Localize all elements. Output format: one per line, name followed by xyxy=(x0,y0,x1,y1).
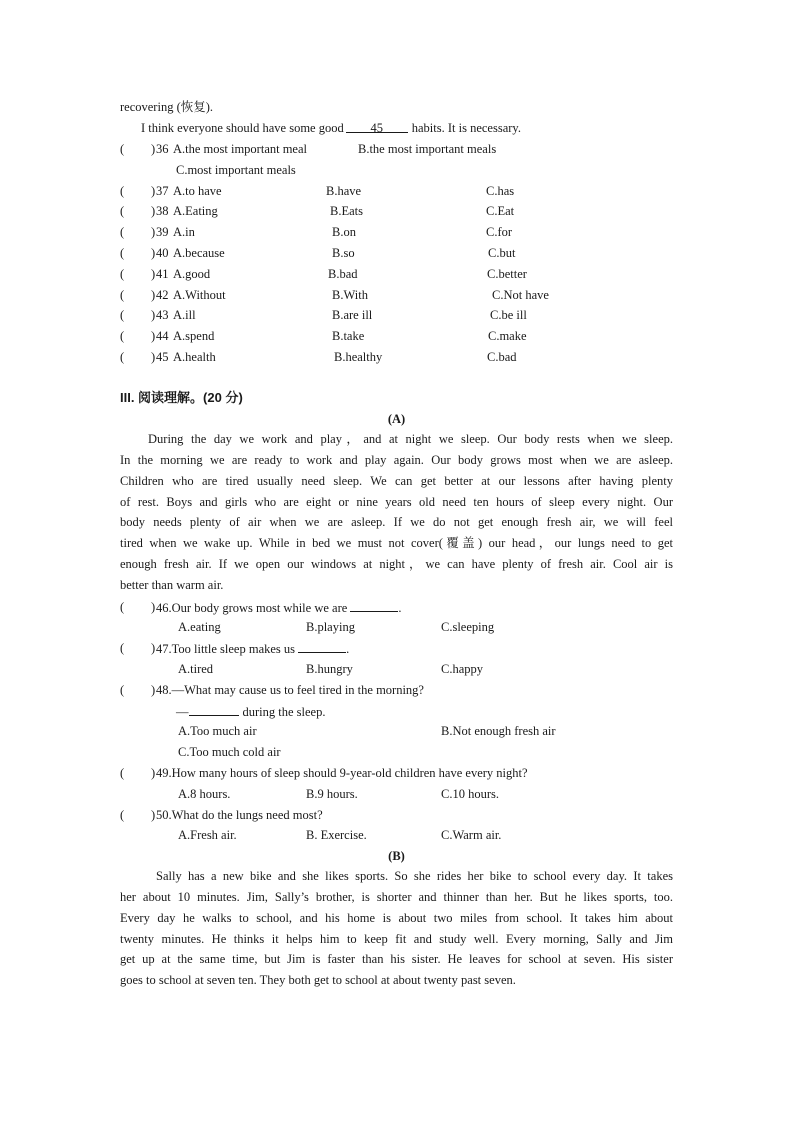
question-number: 50 xyxy=(156,808,169,822)
question-49 xyxy=(0,765,794,781)
question-48-option-c: C.Too much cold air xyxy=(178,745,281,759)
answer-paren-open: ( xyxy=(120,142,125,156)
answer-blank xyxy=(350,599,398,612)
question-stem: 47.Too little sleep makes us . xyxy=(156,642,350,656)
question-number: 44 xyxy=(156,329,169,343)
section-heading: III. 阅读理解。(20 分) xyxy=(120,390,243,405)
answer-paren-open: ( xyxy=(120,246,125,260)
answer-paren-open: ( xyxy=(120,683,125,697)
question-47 xyxy=(0,640,794,656)
question-number: 43 xyxy=(156,308,169,322)
question-48 xyxy=(0,682,794,698)
option-c: C.for xyxy=(486,225,513,239)
question-50 xyxy=(0,807,794,823)
option-b: B.playing xyxy=(306,620,355,634)
question-50-options xyxy=(0,827,794,843)
option-c: C.be ill xyxy=(490,308,527,322)
option-a: A.spend xyxy=(173,329,215,343)
question-48-answer-line xyxy=(176,703,325,719)
question-46 xyxy=(0,599,794,615)
question-text: Too little sleep makes us xyxy=(171,642,296,656)
option-b: B.9 hours. xyxy=(306,787,358,801)
option-a: A.Too much air xyxy=(178,724,257,738)
answer-paren-close: ) xyxy=(151,225,156,239)
question-38 xyxy=(0,203,794,219)
option-b: B.are ill xyxy=(332,308,373,322)
answer-paren-close: ) xyxy=(151,350,156,364)
answer-paren-close: ) xyxy=(151,766,156,780)
question-number: 45 xyxy=(156,350,169,364)
intro-line-2-end: habits. It is necessary. xyxy=(411,121,521,135)
option-b: B.Not enough fresh air xyxy=(441,724,556,738)
passage-b-line-4: twenty minutes. He thinks it helps him to keep fit and study well. Every morning, Sally and Jim xyxy=(120,932,673,946)
answer-paren-open: ( xyxy=(120,204,125,218)
question-number: 40 xyxy=(156,246,169,260)
option-a: A.because xyxy=(173,246,225,260)
answer-blank xyxy=(298,640,346,653)
option-b: B. Exercise. xyxy=(306,828,367,842)
question-number: 48 xyxy=(156,683,169,697)
question-number: 41 xyxy=(156,267,169,281)
passage-a-line-2: In the morning we are ready to work and play again. Our body grows most when we are asleep. xyxy=(120,453,673,467)
question-49-options xyxy=(0,786,794,802)
option-b: B.take xyxy=(332,329,365,343)
question-number: 46 xyxy=(156,601,169,615)
passage-a-line-3: Children who are tired usually need sleep. We can get better at our lessons after having plenty xyxy=(120,474,673,488)
answer-paren-open: ( xyxy=(120,808,125,822)
question-stem: 50.What do the lungs need most? xyxy=(156,808,323,822)
answer-paren-open: ( xyxy=(120,600,125,614)
option-a: A.eating xyxy=(178,620,221,634)
answer-paren-close: ) xyxy=(151,267,156,281)
option-a: A.the most important meal xyxy=(173,142,308,156)
question-stem: 49.How many hours of sleep should 9-year-old children have every night? xyxy=(156,766,528,780)
option-c: C.has xyxy=(486,184,515,198)
answer-paren-close: ) xyxy=(151,308,156,322)
answer-paren-open: ( xyxy=(120,329,125,343)
option-b: B.on xyxy=(332,225,356,239)
passage-a-line-4: of rest. Boys and girls who are eight or nine years old need ten hours of sleep every night. Our xyxy=(120,495,673,509)
question-text: —What may cause us to feel tired in the morning? xyxy=(171,683,424,697)
question-47-options xyxy=(0,661,794,677)
question-stem: 48.—What may cause us to feel tired in the morning? xyxy=(156,683,424,697)
option-a: A.tired xyxy=(178,662,214,676)
option-c: C.sleeping xyxy=(441,620,495,634)
answer-paren-close: ) xyxy=(151,184,156,198)
option-a: A.ill xyxy=(173,308,196,322)
passage-a-line-5: body needs plenty of air when we are asleep. If we do not get enough fresh air, we will feel xyxy=(120,515,673,529)
option-a: A.8 hours. xyxy=(178,787,231,801)
passage-a-line-8: better than warm air. xyxy=(120,578,224,592)
option-a: A.in xyxy=(173,225,195,239)
question-number: 37 xyxy=(156,184,169,198)
answer-paren-close: ) xyxy=(151,808,156,822)
option-a: A.Eating xyxy=(173,204,218,218)
passage-a-line-7: enough fresh air. If we open our windows at night，we can have plenty of fresh air. Cool air is xyxy=(120,557,673,571)
question-39 xyxy=(0,224,794,240)
question-48-options xyxy=(0,723,794,739)
passage-b-label: (B) xyxy=(388,849,405,863)
passage-a-line-6: tired when we wake up. While in bed we must not cover(覆盖) our head，our lungs need to get xyxy=(120,536,673,550)
passage-a-line-1: During the day we work and play，and at night we sleep. Our body rests when we sleep. xyxy=(148,432,673,446)
option-c: C.bad xyxy=(487,350,517,364)
answer-paren-open: ( xyxy=(120,288,125,302)
option-c: C.10 hours. xyxy=(441,787,499,801)
passage-b-line-3: Every day he walks to school, and his home is about two miles from school. It takes him about xyxy=(120,911,673,925)
answer-paren-close: ) xyxy=(151,246,156,260)
question-text: How many hours of sleep should 9-year-old children have every night? xyxy=(171,766,528,780)
answer-blank xyxy=(189,703,239,716)
option-a: A.health xyxy=(173,350,216,364)
question-stem: 46.Our body grows most while we are . xyxy=(156,601,402,615)
question-number: 49 xyxy=(156,766,169,780)
intro-line-1: recovering (恢复). xyxy=(120,100,214,114)
answer-paren-open: ( xyxy=(120,350,125,364)
option-c: C.Eat xyxy=(486,204,515,218)
answer-paren-close: ) xyxy=(151,288,156,302)
option-c: C.Warm air. xyxy=(441,828,502,842)
option-b: B.have xyxy=(326,184,362,198)
dash: — xyxy=(176,705,189,719)
question-44 xyxy=(0,328,794,344)
answer-paren-close: ) xyxy=(151,204,156,218)
option-b: B.hungry xyxy=(306,662,353,676)
option-c: C.make xyxy=(488,329,527,343)
passage-b-line-6: goes to school at seven ten. They both get to school at about twenty past seven. xyxy=(120,973,516,987)
option-b: B.so xyxy=(332,246,355,260)
question-46-options xyxy=(0,619,794,635)
passage-a-label: (A) xyxy=(387,412,406,426)
option-b: B.the most important meals xyxy=(358,142,497,156)
answer-paren-close: ) xyxy=(151,683,156,697)
answer-paren-open: ( xyxy=(120,766,125,780)
answer-paren-close: ) xyxy=(151,142,156,156)
question-45 xyxy=(0,349,794,365)
passage-b-line-5: get up at the same time, but Jim is faster than his sister. He leaves for school at seven. His sister xyxy=(120,952,673,966)
passage-b-line-2: her about 10 minutes. Jim, Sally’s brother, is shorter and thinner than her. But he likes sports, too. xyxy=(120,890,673,904)
question-text: What do the lungs need most? xyxy=(171,808,323,822)
answer-paren-open: ( xyxy=(120,641,125,655)
answer-paren-close: ) xyxy=(151,600,156,614)
question-number: 38 xyxy=(156,204,169,218)
question-36 xyxy=(0,141,794,157)
option-c: C.better xyxy=(487,267,527,281)
option-c: C.Not have xyxy=(492,288,549,302)
answer-paren-open: ( xyxy=(120,267,125,281)
question-text: Our body grows most while we are xyxy=(171,601,348,615)
blank-45 xyxy=(346,120,408,133)
question-number: 36 xyxy=(156,142,169,156)
option-a: A.Without xyxy=(173,288,226,302)
option-b: B.With xyxy=(332,288,368,302)
answer-paren-open: ( xyxy=(120,225,125,239)
question-40 xyxy=(0,245,794,261)
intro-line-2-text: I think everyone should have some good xyxy=(141,121,344,135)
option-a: A.to have xyxy=(173,184,222,198)
option-c: C.but xyxy=(488,246,516,260)
answer-text: during the sleep. xyxy=(242,705,326,719)
option-b: B.Eats xyxy=(330,204,363,218)
option-c: C.happy xyxy=(441,662,484,676)
intro-line-2 xyxy=(141,120,521,136)
question-text-end: . xyxy=(398,601,402,615)
option-a: A.Fresh air. xyxy=(178,828,237,842)
answer-paren-close: ) xyxy=(151,329,156,343)
question-36-option-c: C.most important meals xyxy=(176,163,296,177)
answer-paren-open: ( xyxy=(120,308,125,322)
passage-b-line-1: Sally has a new bike and she likes sports. So she rides her bike to school every day. It takes xyxy=(156,869,673,883)
blank-45-number: 45 xyxy=(370,121,383,135)
answer-paren-close: ) xyxy=(151,641,156,655)
question-37 xyxy=(0,183,794,199)
question-42 xyxy=(0,287,794,303)
question-number: 39 xyxy=(156,225,169,239)
option-b: B.healthy xyxy=(334,350,383,364)
question-number: 47 xyxy=(156,642,169,656)
answer-paren-open: ( xyxy=(120,184,125,198)
question-43 xyxy=(0,307,794,323)
question-41 xyxy=(0,266,794,282)
question-text-end: . xyxy=(346,642,350,656)
question-number: 42 xyxy=(156,288,169,302)
option-a: A.good xyxy=(173,267,211,281)
option-b: B.bad xyxy=(328,267,358,281)
